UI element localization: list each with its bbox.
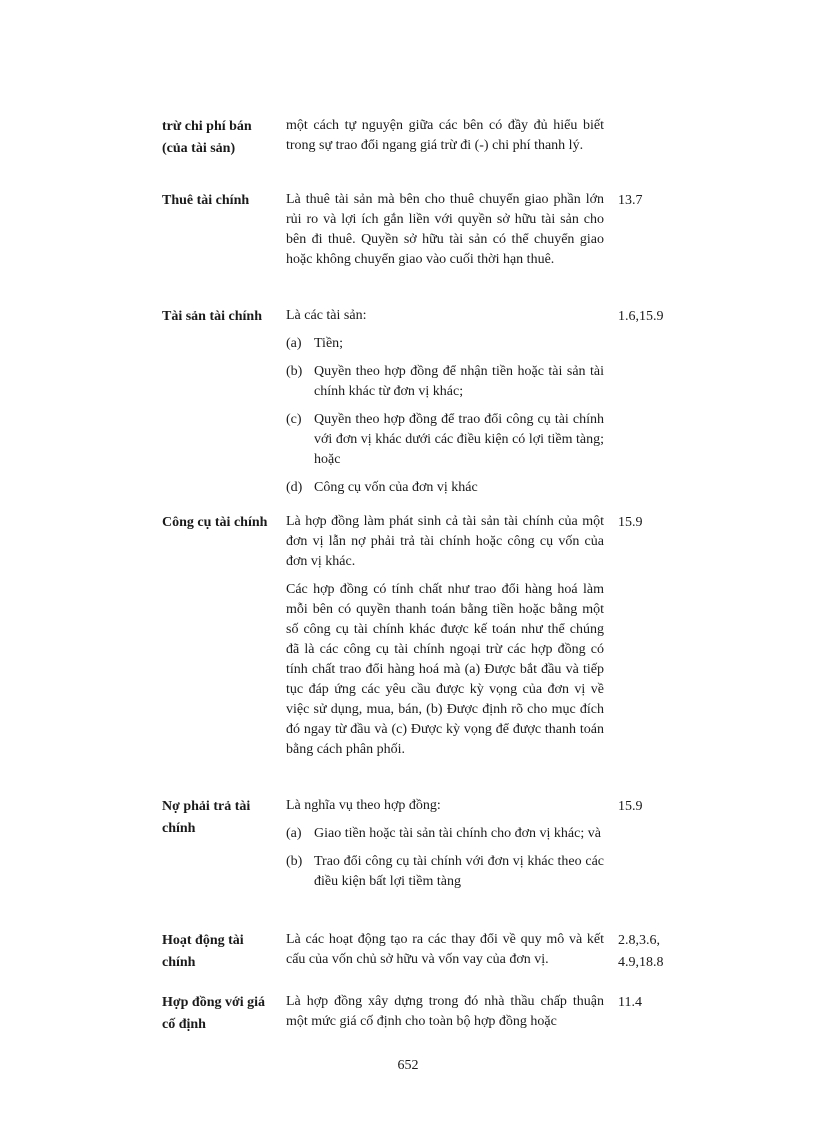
list-item-label: (c) [286,412,302,427]
list-item-label: (b) [286,364,303,379]
definition-list-item [286,824,604,844]
list-item-label: (d) [286,480,303,495]
paragraph-reference: 15.9 [618,515,643,530]
paragraph-reference: 1.6,15.9 [618,309,664,324]
page-number: 652 [397,1058,419,1073]
paragraph-reference: 15.9 [618,799,643,814]
glossary-definition [286,306,604,506]
list-item-label: (a) [286,336,302,351]
glossary-term: trừ chi phí bán (của tài sản) [162,119,252,156]
glossary-definition [286,992,604,1040]
list-item-text: Tiền; [314,336,344,351]
glossary-term: Nợ phải trả tài chính [162,799,251,836]
list-item-text: Công cụ vốn của đơn vị khác [314,480,478,495]
definition-list-item [286,852,604,892]
definition-list-item [286,334,604,354]
paragraph-reference: 13.7 [618,193,643,208]
glossary-definition [286,190,604,278]
glossary-definition [286,116,604,164]
paragraph-reference: 11.4 [618,995,642,1010]
glossary-term: Công cụ tài chính [162,515,268,530]
glossary-term: Hoạt động tài chính [162,933,244,970]
glossary-definition [286,512,604,768]
list-item-text: Quyền theo hợp đồng để trao đổi công cụ tài chính với đơn vị khác dưới các điều kiện có lợi tiềm tàng; hoặc [314,412,604,467]
list-item-label: (b) [286,854,303,869]
glossary-term: Tài sản tài chính [162,309,262,324]
definition-paragraph: Các hợp đồng có tính chất như trao đổi hàng hoá làm mỗi bên có quyền thanh toán bằng tiền hoặc bằng một số công cụ tài chính khác được kế toán như thể chúng đã là các công cụ tài chính ngoại trừ các hợp đồng có tính chất trao đổi hàng hoá mà (a) Được bắt đầu và tiếp tục đáp ứng các yêu cầu được kỳ vọng của đơn vị về việc sử dụng, mua, bán, (b) Được định rõ cho mục đích đó ngay từ đầu và (c) Được kỳ vọng để được thanh toán bằng cách phân phối. [286,582,604,757]
list-item-label: (a) [286,826,302,841]
definition-list-item [286,478,604,498]
glossary-term: Hợp đồng với giá cố định [162,995,266,1032]
definition-paragraph: Là thuê tài sản mà bên cho thuê chuyển giao phần lớn rủi ro và lợi ích gắn liền với quyền sở hữu tài sản cho bên đi thuê. Quyền sở hữu tài sản có thể chuyển giao hoặc không chuyển giao vào cuối thời hạn thuê. [286,192,604,267]
definition-paragraph: Là hợp đồng xây dựng trong đó nhà thầu chấp thuận một mức giá cố định cho toàn bộ hợp đồng hoặc [286,994,604,1029]
glossary-definition [286,796,604,900]
definition-list-item [286,362,604,402]
paragraph-reference: 2.8,3.6, 4.9,18.8 [618,933,664,970]
definition-paragraph: một cách tự nguyện giữa các bên có đầy đủ hiểu biết trong sự trao đổi ngang giá trừ đi (-) chi phí thanh lý. [286,118,604,153]
list-item-text: Quyền theo hợp đồng để nhận tiền hoặc tài sản tài chính khác từ đơn vị khác; [314,364,604,399]
definition-intro: Là nghĩa vụ theo hợp đồng: [286,798,441,813]
list-item-text: Trao đổi công cụ tài chính với đơn vị khác theo các điều kiện bất lợi tiềm tàng [314,854,604,889]
glossary-term: Thuê tài chính [162,193,250,208]
definition-paragraph: Là hợp đồng làm phát sinh cả tài sản tài chính của một đơn vị lẫn nợ phải trả tài chính hoặc công cụ vốn của đơn vị khác. [286,514,604,569]
list-item-text: Giao tiền hoặc tài sản tài chính cho đơn vị khác; và [314,826,601,841]
definition-intro: Là các tài sản: [286,308,367,323]
definition-paragraph: Là các hoạt động tạo ra các thay đổi về quy mô và kết cấu của vốn chủ sở hữu và vốn vay của đơn vị. [286,932,604,967]
glossary-definition [286,930,604,978]
definition-list-item [286,410,604,470]
